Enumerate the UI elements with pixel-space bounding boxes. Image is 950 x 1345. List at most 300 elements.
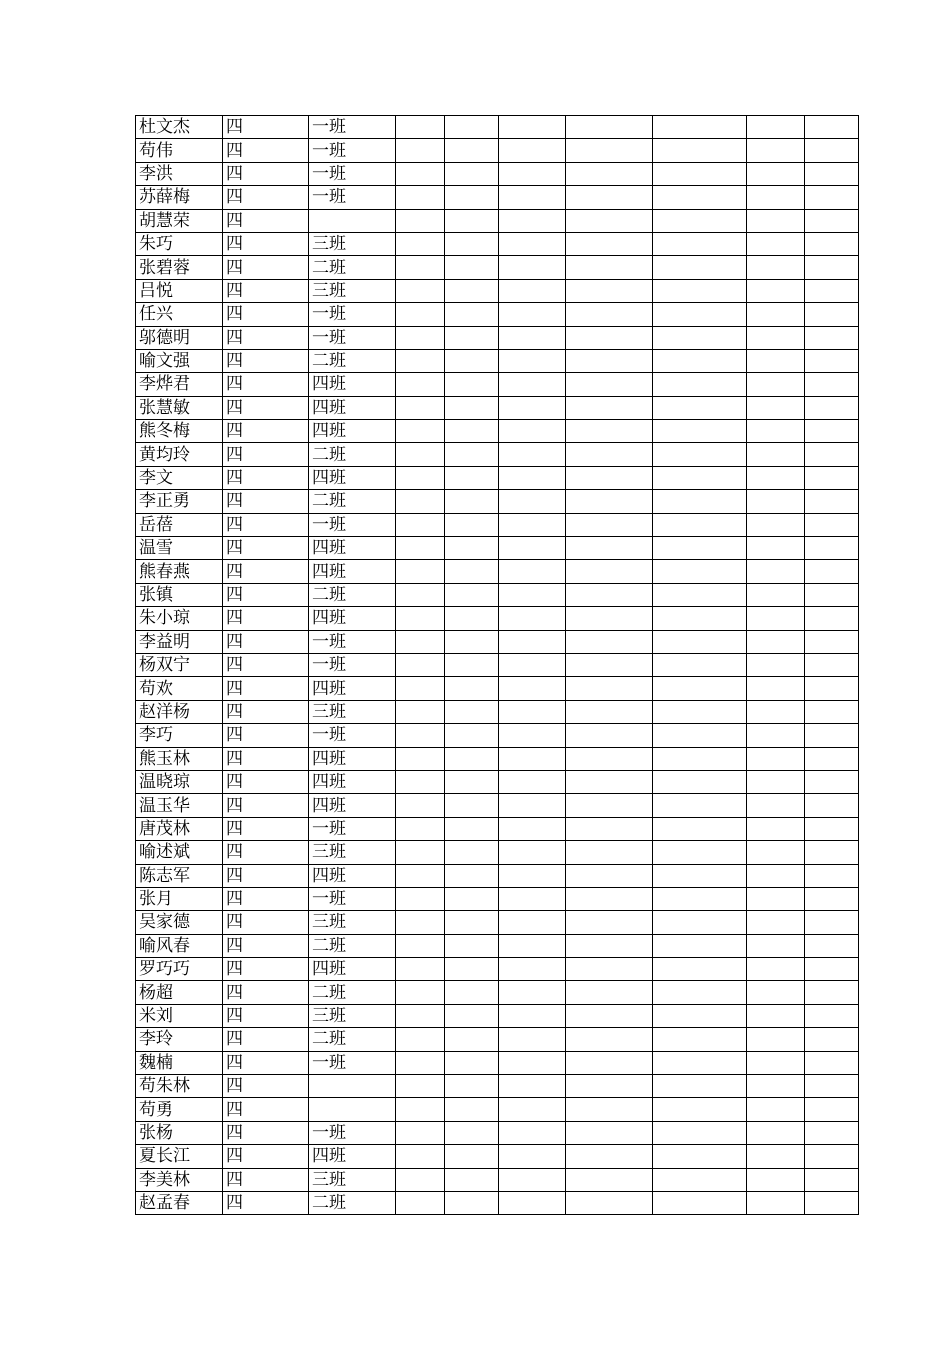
empty-cell	[396, 911, 445, 934]
empty-cell	[566, 326, 653, 349]
empty-cell	[747, 1004, 805, 1027]
empty-cell	[653, 162, 747, 185]
empty-cell	[747, 1145, 805, 1168]
empty-cell	[566, 443, 653, 466]
table-row	[136, 958, 859, 981]
empty-cell	[396, 443, 445, 466]
empty-cell	[396, 186, 445, 209]
empty-cell	[396, 817, 445, 840]
empty-cell	[653, 794, 747, 817]
empty-cell	[653, 279, 747, 302]
empty-cell	[805, 373, 859, 396]
empty-cell	[653, 537, 747, 560]
empty-cell	[747, 887, 805, 910]
table-row	[136, 396, 859, 419]
student-name-cell: 喻述斌	[136, 841, 223, 864]
empty-cell	[747, 349, 805, 372]
grade-cell: 四	[223, 396, 309, 419]
empty-cell	[566, 1191, 653, 1214]
empty-cell	[499, 607, 566, 630]
empty-cell	[805, 443, 859, 466]
grade-cell: 四	[223, 700, 309, 723]
empty-cell	[396, 583, 445, 606]
empty-cell	[396, 1145, 445, 1168]
table-row	[136, 1004, 859, 1027]
empty-cell	[805, 770, 859, 793]
empty-cell	[747, 560, 805, 583]
class-cell: 一班	[309, 513, 396, 536]
empty-cell	[566, 466, 653, 489]
empty-cell	[445, 1004, 499, 1027]
empty-cell	[566, 841, 653, 864]
empty-cell	[445, 373, 499, 396]
empty-cell	[747, 232, 805, 255]
empty-cell	[653, 373, 747, 396]
empty-cell	[499, 162, 566, 185]
empty-cell	[499, 490, 566, 513]
empty-cell	[566, 911, 653, 934]
empty-cell	[653, 958, 747, 981]
student-name-cell: 熊玉林	[136, 747, 223, 770]
empty-cell	[653, 981, 747, 1004]
student-name-cell: 米刘	[136, 1004, 223, 1027]
empty-cell	[805, 1028, 859, 1051]
empty-cell	[566, 1028, 653, 1051]
table-row	[136, 303, 859, 326]
class-cell: 二班	[309, 443, 396, 466]
grade-cell: 四	[223, 911, 309, 934]
student-name-cell: 任兴	[136, 303, 223, 326]
student-name-cell: 吴家德	[136, 911, 223, 934]
table-row	[136, 1121, 859, 1144]
empty-cell	[566, 981, 653, 1004]
empty-cell	[747, 1191, 805, 1214]
class-cell: 四班	[309, 466, 396, 489]
empty-cell	[396, 1191, 445, 1214]
empty-cell	[566, 1121, 653, 1144]
student-name-cell: 魏楠	[136, 1051, 223, 1074]
empty-cell	[499, 373, 566, 396]
empty-cell	[653, 583, 747, 606]
empty-cell	[653, 420, 747, 443]
class-cell: 一班	[309, 162, 396, 185]
table-row	[136, 794, 859, 817]
empty-cell	[499, 864, 566, 887]
class-cell: 一班	[309, 186, 396, 209]
grade-cell: 四	[223, 1191, 309, 1214]
empty-cell	[805, 513, 859, 536]
empty-cell	[396, 630, 445, 653]
empty-cell	[499, 232, 566, 255]
student-name-cell: 喻风春	[136, 934, 223, 957]
grade-cell: 四	[223, 186, 309, 209]
empty-cell	[445, 817, 499, 840]
empty-cell	[805, 537, 859, 560]
empty-cell	[747, 1075, 805, 1098]
empty-cell	[805, 887, 859, 910]
empty-cell	[499, 1121, 566, 1144]
empty-cell	[805, 1051, 859, 1074]
grade-cell: 四	[223, 1121, 309, 1144]
empty-cell	[396, 232, 445, 255]
empty-cell	[396, 513, 445, 536]
empty-cell	[499, 887, 566, 910]
empty-cell	[747, 116, 805, 139]
empty-cell	[653, 256, 747, 279]
empty-cell	[445, 1075, 499, 1098]
empty-cell	[396, 934, 445, 957]
empty-cell	[805, 303, 859, 326]
empty-cell	[747, 209, 805, 232]
table-row	[136, 1075, 859, 1098]
grade-cell: 四	[223, 864, 309, 887]
empty-cell	[396, 724, 445, 747]
grade-cell: 四	[223, 887, 309, 910]
empty-cell	[653, 186, 747, 209]
empty-cell	[805, 256, 859, 279]
empty-cell	[566, 116, 653, 139]
empty-cell	[805, 279, 859, 302]
empty-cell	[445, 934, 499, 957]
empty-cell	[396, 490, 445, 513]
grade-cell: 四	[223, 934, 309, 957]
class-cell: 一班	[309, 1051, 396, 1074]
empty-cell	[653, 303, 747, 326]
empty-cell	[747, 981, 805, 1004]
grade-cell: 四	[223, 1098, 309, 1121]
empty-cell	[396, 209, 445, 232]
empty-cell	[653, 443, 747, 466]
table-row	[136, 770, 859, 793]
class-cell: 一班	[309, 630, 396, 653]
empty-cell	[805, 864, 859, 887]
class-cell: 四班	[309, 770, 396, 793]
empty-cell	[805, 700, 859, 723]
table-row	[136, 653, 859, 676]
grade-cell: 四	[223, 1145, 309, 1168]
empty-cell	[805, 981, 859, 1004]
student-name-cell: 李益明	[136, 630, 223, 653]
empty-cell	[396, 653, 445, 676]
empty-cell	[445, 887, 499, 910]
empty-cell	[445, 513, 499, 536]
grade-cell: 四	[223, 747, 309, 770]
class-cell	[309, 1098, 396, 1121]
empty-cell	[445, 1051, 499, 1074]
class-cell	[309, 1075, 396, 1098]
empty-cell	[805, 677, 859, 700]
class-cell: 一班	[309, 1121, 396, 1144]
empty-cell	[499, 1191, 566, 1214]
empty-cell	[747, 864, 805, 887]
class-cell: 四班	[309, 794, 396, 817]
table-row	[136, 724, 859, 747]
empty-cell	[445, 770, 499, 793]
table-row	[136, 817, 859, 840]
empty-cell	[396, 326, 445, 349]
grade-cell: 四	[223, 349, 309, 372]
empty-cell	[499, 630, 566, 653]
grade-cell: 四	[223, 724, 309, 747]
empty-cell	[805, 186, 859, 209]
class-cell: 一班	[309, 303, 396, 326]
student-name-cell: 熊冬梅	[136, 420, 223, 443]
empty-cell	[566, 209, 653, 232]
empty-cell	[396, 1121, 445, 1144]
empty-cell	[653, 1004, 747, 1027]
empty-cell	[566, 1145, 653, 1168]
class-cell: 三班	[309, 279, 396, 302]
empty-cell	[499, 583, 566, 606]
empty-cell	[445, 1121, 499, 1144]
empty-cell	[396, 770, 445, 793]
empty-cell	[653, 1168, 747, 1191]
class-cell: 三班	[309, 700, 396, 723]
empty-cell	[653, 209, 747, 232]
empty-cell	[396, 303, 445, 326]
class-cell: 四班	[309, 958, 396, 981]
empty-cell	[499, 279, 566, 302]
grade-cell: 四	[223, 209, 309, 232]
class-cell: 三班	[309, 1168, 396, 1191]
student-name-cell: 苟勇	[136, 1098, 223, 1121]
empty-cell	[396, 116, 445, 139]
empty-cell	[747, 279, 805, 302]
empty-cell	[499, 560, 566, 583]
empty-cell	[653, 864, 747, 887]
empty-cell	[396, 1098, 445, 1121]
class-cell: 四班	[309, 1145, 396, 1168]
empty-cell	[805, 1004, 859, 1027]
empty-cell	[747, 934, 805, 957]
class-cell: 二班	[309, 256, 396, 279]
empty-cell	[396, 958, 445, 981]
empty-cell	[445, 700, 499, 723]
grade-cell: 四	[223, 1168, 309, 1191]
empty-cell	[566, 303, 653, 326]
empty-cell	[445, 958, 499, 981]
empty-cell	[805, 747, 859, 770]
table-row	[136, 420, 859, 443]
empty-cell	[445, 1028, 499, 1051]
empty-cell	[499, 513, 566, 536]
empty-cell	[747, 770, 805, 793]
class-cell: 四班	[309, 747, 396, 770]
empty-cell	[445, 981, 499, 1004]
empty-cell	[747, 747, 805, 770]
empty-cell	[445, 747, 499, 770]
empty-cell	[747, 911, 805, 934]
empty-cell	[566, 770, 653, 793]
empty-cell	[566, 607, 653, 630]
empty-cell	[805, 583, 859, 606]
student-name-cell: 张月	[136, 887, 223, 910]
table-row	[136, 373, 859, 396]
empty-cell	[805, 116, 859, 139]
student-name-cell: 张镇	[136, 583, 223, 606]
empty-cell	[653, 1028, 747, 1051]
grade-cell: 四	[223, 841, 309, 864]
empty-cell	[805, 349, 859, 372]
empty-cell	[747, 607, 805, 630]
table-row	[136, 186, 859, 209]
grade-cell: 四	[223, 1051, 309, 1074]
student-name-cell: 吕悦	[136, 279, 223, 302]
empty-cell	[653, 560, 747, 583]
empty-cell	[499, 817, 566, 840]
empty-cell	[499, 420, 566, 443]
empty-cell	[747, 653, 805, 676]
empty-cell	[445, 677, 499, 700]
grade-cell: 四	[223, 607, 309, 630]
empty-cell	[747, 1051, 805, 1074]
empty-cell	[445, 490, 499, 513]
student-name-cell: 温玉华	[136, 794, 223, 817]
empty-cell	[445, 560, 499, 583]
class-cell: 四班	[309, 537, 396, 560]
empty-cell	[396, 162, 445, 185]
empty-cell	[747, 162, 805, 185]
table-row	[136, 1191, 859, 1214]
empty-cell	[747, 700, 805, 723]
empty-cell	[396, 420, 445, 443]
class-cell: 四班	[309, 420, 396, 443]
empty-cell	[747, 724, 805, 747]
grade-cell: 四	[223, 630, 309, 653]
empty-cell	[396, 256, 445, 279]
table-row	[136, 864, 859, 887]
empty-cell	[805, 724, 859, 747]
student-name-cell: 苟朱林	[136, 1075, 223, 1098]
empty-cell	[747, 841, 805, 864]
student-name-cell: 苟伟	[136, 139, 223, 162]
student-name-cell: 陈志军	[136, 864, 223, 887]
empty-cell	[805, 1145, 859, 1168]
empty-cell	[566, 1075, 653, 1098]
class-cell: 三班	[309, 1004, 396, 1027]
empty-cell	[499, 396, 566, 419]
empty-cell	[396, 700, 445, 723]
grade-cell: 四	[223, 490, 309, 513]
empty-cell	[445, 349, 499, 372]
empty-cell	[499, 443, 566, 466]
empty-cell	[805, 466, 859, 489]
table-row	[136, 607, 859, 630]
table-row	[136, 1168, 859, 1191]
empty-cell	[653, 326, 747, 349]
student-name-cell: 李文	[136, 466, 223, 489]
empty-cell	[499, 349, 566, 372]
grade-cell: 四	[223, 303, 309, 326]
empty-cell	[653, 700, 747, 723]
empty-cell	[747, 373, 805, 396]
grade-cell: 四	[223, 817, 309, 840]
empty-cell	[653, 1121, 747, 1144]
class-cell: 四班	[309, 560, 396, 583]
empty-cell	[653, 841, 747, 864]
table-row	[136, 162, 859, 185]
empty-cell	[805, 817, 859, 840]
empty-cell	[805, 420, 859, 443]
empty-cell	[499, 303, 566, 326]
empty-cell	[747, 1098, 805, 1121]
empty-cell	[747, 443, 805, 466]
grade-cell: 四	[223, 560, 309, 583]
empty-cell	[566, 1098, 653, 1121]
grade-cell: 四	[223, 443, 309, 466]
empty-cell	[445, 420, 499, 443]
table-row	[136, 981, 859, 1004]
empty-cell	[566, 537, 653, 560]
empty-cell	[445, 911, 499, 934]
table-row	[136, 116, 859, 139]
empty-cell	[653, 396, 747, 419]
empty-cell	[396, 864, 445, 887]
table-row	[136, 139, 859, 162]
empty-cell	[396, 607, 445, 630]
empty-cell	[747, 583, 805, 606]
student-name-cell: 赵孟春	[136, 1191, 223, 1214]
empty-cell	[805, 653, 859, 676]
empty-cell	[805, 209, 859, 232]
empty-cell	[566, 794, 653, 817]
empty-cell	[747, 794, 805, 817]
empty-cell	[445, 630, 499, 653]
empty-cell	[805, 560, 859, 583]
table-row	[136, 700, 859, 723]
empty-cell	[653, 116, 747, 139]
class-cell: 三班	[309, 841, 396, 864]
empty-cell	[445, 232, 499, 255]
empty-cell	[747, 1028, 805, 1051]
empty-cell	[653, 677, 747, 700]
empty-cell	[499, 139, 566, 162]
empty-cell	[566, 420, 653, 443]
empty-cell	[566, 677, 653, 700]
student-name-cell: 唐茂林	[136, 817, 223, 840]
empty-cell	[653, 139, 747, 162]
table-row	[136, 466, 859, 489]
empty-cell	[805, 841, 859, 864]
student-roster-table	[135, 115, 859, 1215]
grade-cell: 四	[223, 794, 309, 817]
student-name-cell: 张杨	[136, 1121, 223, 1144]
empty-cell	[445, 794, 499, 817]
empty-cell	[805, 911, 859, 934]
student-name-cell: 罗巧巧	[136, 958, 223, 981]
empty-cell	[747, 630, 805, 653]
empty-cell	[747, 420, 805, 443]
student-name-cell: 胡慧荣	[136, 209, 223, 232]
empty-cell	[499, 958, 566, 981]
empty-cell	[747, 490, 805, 513]
empty-cell	[653, 630, 747, 653]
empty-cell	[396, 1004, 445, 1027]
empty-cell	[747, 396, 805, 419]
class-cell: 二班	[309, 1191, 396, 1214]
empty-cell	[747, 466, 805, 489]
empty-cell	[566, 958, 653, 981]
empty-cell	[653, 466, 747, 489]
empty-cell	[805, 607, 859, 630]
table-row	[136, 911, 859, 934]
empty-cell	[499, 256, 566, 279]
grade-cell: 四	[223, 420, 309, 443]
class-cell: 一班	[309, 653, 396, 676]
empty-cell	[566, 279, 653, 302]
student-name-cell: 张碧蓉	[136, 256, 223, 279]
table-row	[136, 256, 859, 279]
